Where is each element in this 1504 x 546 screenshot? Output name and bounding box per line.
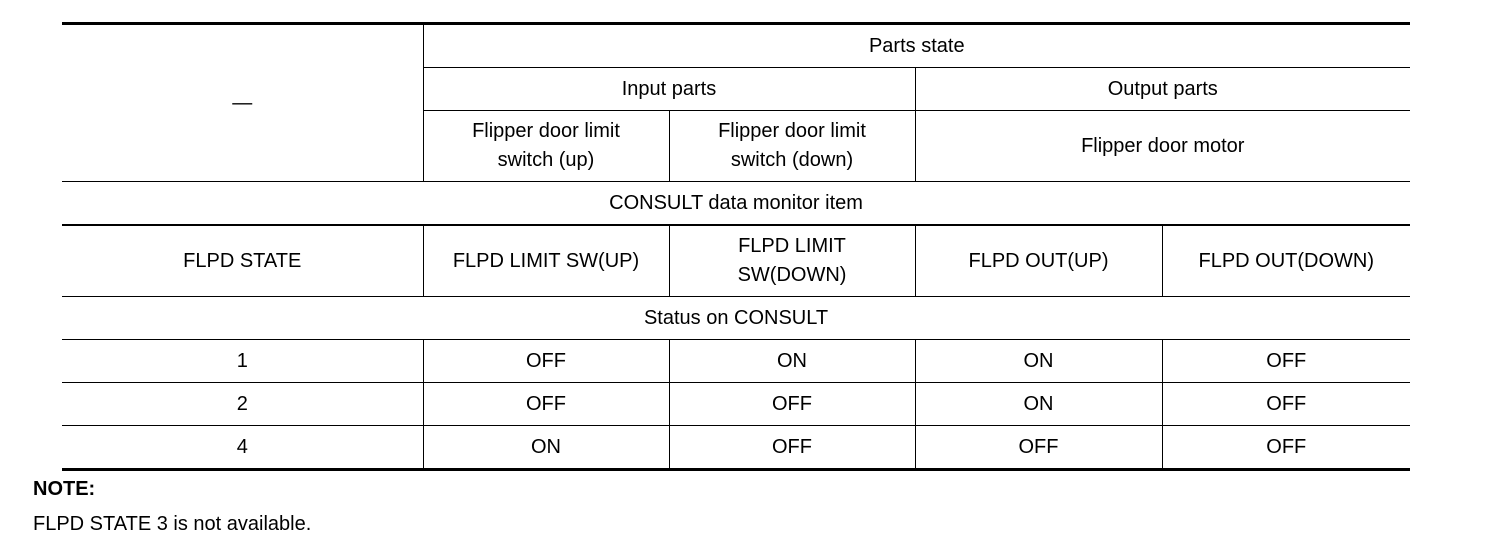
input-up-line-1: Flipper door limit xyxy=(472,120,620,142)
table-cell: 4 xyxy=(62,426,423,470)
note-title: NOTE: xyxy=(33,478,96,500)
table-cell: 1 xyxy=(62,340,423,383)
table-cell: ON xyxy=(423,426,669,470)
table-row xyxy=(62,426,1410,470)
table-cell: OFF xyxy=(669,426,915,470)
monitor-item-out-up: FLPD OUT(UP) xyxy=(915,225,1162,297)
input-down-header xyxy=(669,111,915,182)
table-cell: ON xyxy=(915,340,1162,383)
monitor-item-limit-up: FLPD LIMIT SW(UP) xyxy=(423,225,669,297)
flpd-state-table xyxy=(62,22,1410,471)
table-row xyxy=(62,340,1410,383)
input-up-header xyxy=(423,111,669,182)
limit-down-line-1: FLPD LIMIT xyxy=(738,235,846,257)
input-down-line-2: switch (down) xyxy=(730,149,854,171)
monitor-item-limit-down xyxy=(669,225,915,297)
table-cell: OFF xyxy=(669,383,915,426)
table-cell: ON xyxy=(915,383,1162,426)
input-parts-header: Input parts xyxy=(423,68,915,111)
parts-state-header: Parts state xyxy=(423,24,1410,68)
note-text: FLPD STATE 3 is not available. xyxy=(33,513,312,535)
monitor-item-out-down: FLPD OUT(DOWN) xyxy=(1162,225,1410,297)
monitor-section-header: CONSULT data monitor item xyxy=(62,182,1410,226)
input-up-line-2: switch (up) xyxy=(497,149,595,171)
table-cell: OFF xyxy=(1162,383,1410,426)
input-down-line-1: Flipper door limit xyxy=(718,120,866,142)
table-row xyxy=(62,383,1410,426)
limit-down-line-2: SW(DOWN) xyxy=(737,264,847,286)
monitor-item-state: FLPD STATE xyxy=(62,225,423,297)
table-cell: OFF xyxy=(423,383,669,426)
table-cell: ON xyxy=(669,340,915,383)
output-parts-header: Output parts xyxy=(915,68,1410,111)
corner-cell: — xyxy=(62,24,423,182)
table-cell: OFF xyxy=(1162,340,1410,383)
status-section-header: Status on CONSULT xyxy=(62,297,1410,340)
table-cell: OFF xyxy=(1162,426,1410,470)
output-motor-header: Flipper door motor xyxy=(915,111,1410,182)
table-cell: OFF xyxy=(915,426,1162,470)
table-cell: 2 xyxy=(62,383,423,426)
table-cell: OFF xyxy=(423,340,669,383)
